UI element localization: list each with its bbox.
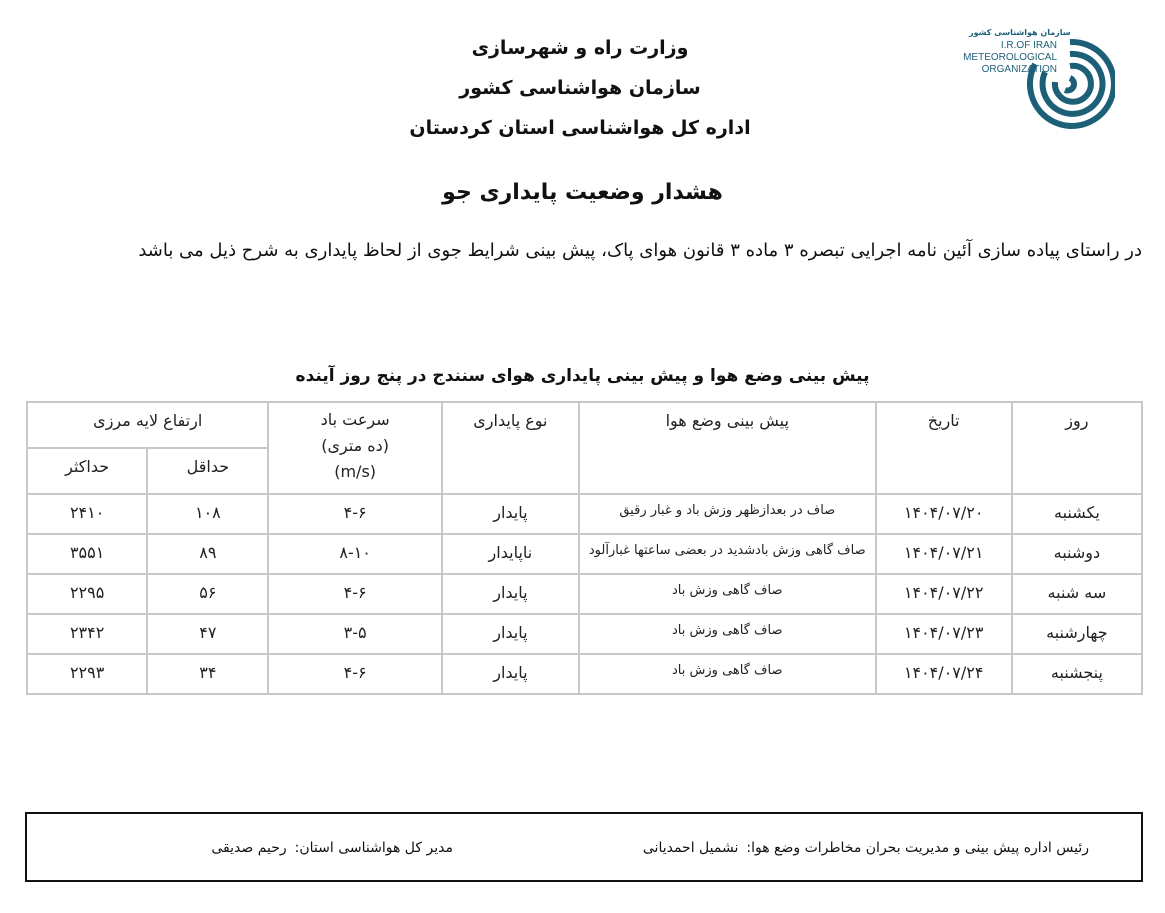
cell-forecast: صاف گاهی وزش باد [579, 614, 876, 654]
table-row [27, 574, 1142, 614]
header-max: حداکثر [27, 448, 147, 494]
logo-org-fa: سازمان هواشناسی کشور [969, 28, 1071, 37]
header-day: روز [1012, 402, 1142, 494]
intro-paragraph: در راستای پیاده سازی آئین نامه اجرایی تبصره ۳ ماده ۳ قانون هوای پاک، پیش بینی شرایط جوی از لحاظ پایداری به شرح ذیل می باشد [138, 240, 1142, 261]
table-row [27, 534, 1142, 574]
cell-date: ۱۴۰۴/۰۷/۲۰ [876, 494, 1012, 534]
cell-stability: پایدار [442, 654, 579, 694]
cell-date: ۱۴۰۴/۰۷/۲۲ [876, 574, 1012, 614]
cell-date: ۱۴۰۴/۰۷/۲۴ [876, 654, 1012, 694]
cell-forecast: صاف گاهی وزش بادشدید در بعضی ساعتها غبارآلود [579, 534, 876, 574]
director-name: رحیم صدیقی [211, 840, 287, 856]
cell-stability: ناپایدار [442, 534, 579, 574]
spiral-emblem-icon [1025, 34, 1115, 144]
cell-day: یکشنبه [1012, 494, 1142, 534]
cell-max: ۲۳۴۲ [27, 614, 147, 654]
meteorological-organization-logo [955, 26, 1115, 146]
header-stability: نوع پایداری [442, 402, 579, 494]
department-name: اداره کل هواشناسی استان کردستان [409, 117, 751, 139]
cell-day: دوشنبه [1012, 534, 1142, 574]
director-signature [211, 840, 453, 856]
organization-name: سازمان هواشناسی کشور [459, 77, 701, 99]
cell-day: چهارشنبه [1012, 614, 1142, 654]
forecast-head-signature [643, 840, 1089, 856]
cell-min: ۱۰۸ [147, 494, 268, 534]
cell-min: ۵۶ [147, 574, 268, 614]
cell-forecast: صاف گاهی وزش باد [579, 654, 876, 694]
forecast-head-name: نشمیل احمدیانی [642, 840, 739, 856]
table-row [27, 494, 1142, 534]
cell-wind: ۸-۱۰ [268, 534, 441, 574]
cell-day: پنجشنبه [1012, 654, 1142, 694]
signature-box [25, 812, 1143, 882]
cell-stability: پایدار [442, 614, 579, 654]
logo-org-en: I.R.OF IRAN METEOROLOGICAL ORGANIZATION [963, 40, 1057, 75]
letterhead [380, 28, 780, 148]
cell-min: ۳۴ [147, 654, 268, 694]
header-date: تاریخ [876, 402, 1012, 494]
header-wind-speed: سرعت باد (ده متری) (m/s) [268, 402, 441, 494]
cell-forecast: صاف گاهی وزش باد [579, 574, 876, 614]
cell-wind: ۴-۶ [268, 654, 441, 694]
cell-max: ۲۲۹۳ [27, 654, 147, 694]
cell-stability: پایدار [442, 494, 579, 534]
cell-max: ۳۵۵۱ [27, 534, 147, 574]
director-title: مدیر کل هواشناسی استان: [294, 840, 453, 856]
cell-max: ۲۲۹۵ [27, 574, 147, 614]
cell-forecast: صاف در بعدازظهر وزش باد و غبار رقیق [579, 494, 876, 534]
cell-date: ۱۴۰۴/۰۷/۲۳ [876, 614, 1012, 654]
forecast-table [26, 401, 1143, 695]
header-forecast: پیش بینی وضع هوا [579, 402, 876, 494]
table-caption: پیش بینی وضع هوا و پیش بینی پایداری هوای سنندج در پنج روز آینده [295, 366, 870, 386]
cell-wind: ۳-۵ [268, 614, 441, 654]
cell-min: ۸۹ [147, 534, 268, 574]
cell-wind: ۴-۶ [268, 574, 441, 614]
table-row [27, 614, 1142, 654]
cell-wind: ۴-۶ [268, 494, 441, 534]
cell-day: سه شنبه [1012, 574, 1142, 614]
table-row [27, 654, 1142, 694]
cell-min: ۴۷ [147, 614, 268, 654]
cell-stability: پایدار [442, 574, 579, 614]
forecast-head-title: رئیس اداره پیش بینی و مدیریت بحران مخاطرات وضع هوا: [746, 840, 1089, 856]
ministry-name: وزارت راه و شهرسازی [471, 37, 689, 59]
document-title: هشدار وضعیت پایداری جو [442, 180, 723, 205]
cell-date: ۱۴۰۴/۰۷/۲۱ [876, 534, 1012, 574]
cell-max: ۲۴۱۰ [27, 494, 147, 534]
header-min: حداقل [147, 448, 268, 494]
header-boundary-layer: ارتفاع لایه مرزی [27, 402, 268, 448]
